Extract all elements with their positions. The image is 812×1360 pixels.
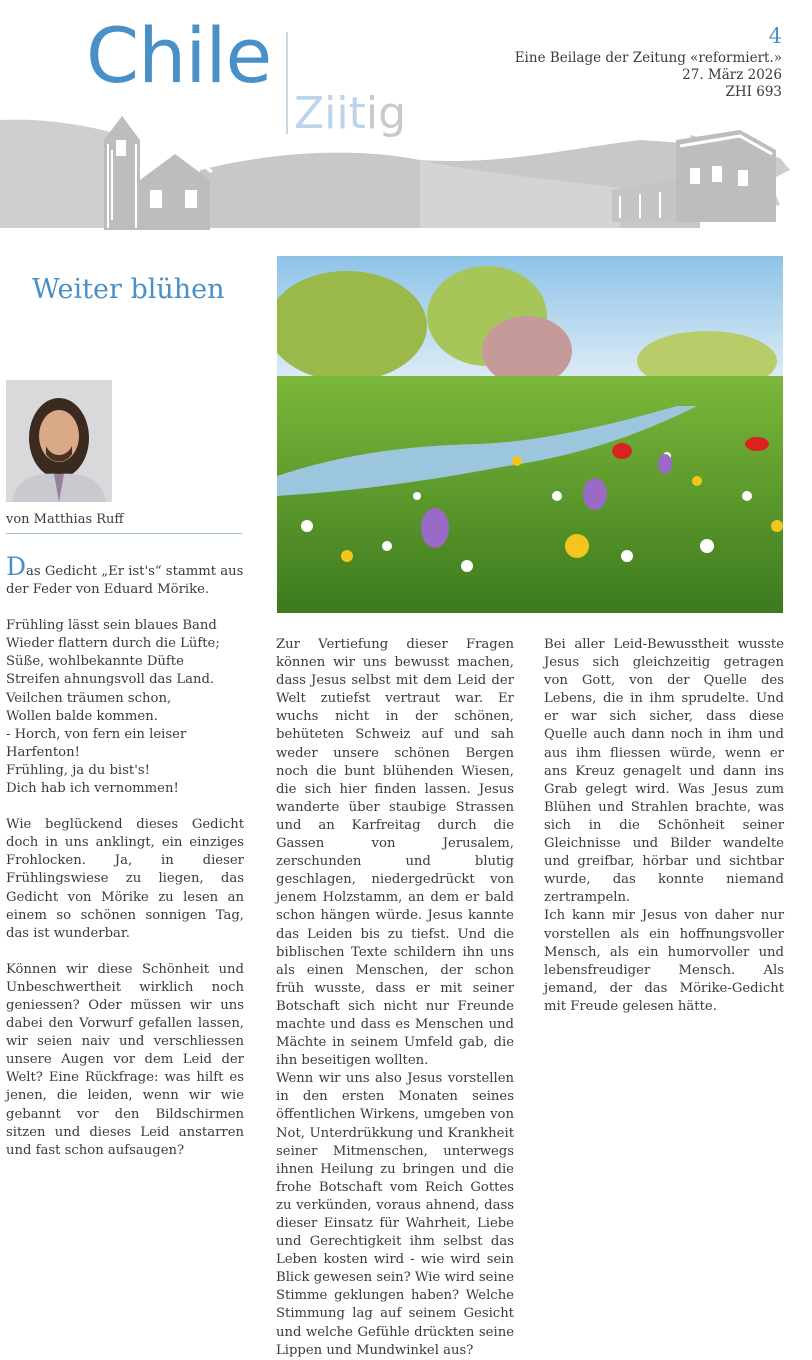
poem-line: Frühling, ja du bist's! <box>6 762 150 778</box>
byline-rule <box>6 533 242 534</box>
poem-line: Streifen ahnungsvoll das Land. <box>6 672 215 688</box>
body-paragraph: Können wir diese Schönheit und Unbeschwertheit wirklich noch geniessen? Oder müssen wir uns dabei den Vorwurf gefallen lassen, wir seien naiv und verschliessen unsere Augen vor dem Leid der Welt? Eine Rückfrage: was hilft es jenen, die leiden, wenn wir wie gebannt vor den Bildschirmen sitzen und dieses Leid anstarren und fast schon aufsaugen? <box>6 961 244 1158</box>
masthead-meta <box>515 50 782 101</box>
meta-supplement: Eine Beilage der Zeitung «reformiert.» <box>514 50 782 66</box>
brand-title: Chile <box>86 11 272 100</box>
author-portrait <box>6 380 112 502</box>
poem-line: Wollen balde kommen. <box>6 708 158 724</box>
body-paragraph: Bei aller Leid-Bewusstheit wusste Jesus sich gleichzeitig getragen von Gott, von der Quelle des Lebens, die in ihm sprudelte. Und er war sich sicher, dass diese Quelle auch dann noch in ihm und aus ihm fliessen würde, wenn er ans Kreuz genagelt und dann ins Grab gelegt wird. Was Jesus zum Blühen und Strahlen brachte, was sich in die Schönheit seiner Gleichnisse und Bilder wandelte und greifbar, hörbar und sichtbar wurde, das konnte niemand zertrampeln. <box>544 637 784 906</box>
meta-code: ZHI 693 <box>725 84 782 100</box>
meta-date: 27. März 2026 <box>682 67 782 83</box>
article-headline: Weiter blühen <box>32 274 225 305</box>
intro-text: as Gedicht „Er ist's“ stammt aus der Feder von Eduard Mörike. <box>6 564 244 598</box>
body-paragraph: Zur Vertiefung dieser Fragen können wir uns bewusst machen, dass Jesus selbst mit dem Leid der Welt zutiefst vertraut war. Er wuchs nicht in der schönen, behüteten Schweiz auf und sah weder unsere schönen Bergen noch die bunt blühenden Wiesen, die sich hier finden lassen. Jesus wanderte über staubige Strassen und an Karfreitag durch die Gassen von Jerusalem, zerschunden und blutig geschlagen, niedergedrückt von jenem Holzstamm, an dem er bald schon hängen würde. Jesus kannte das Leiden bis zu tiefst. Und die biblischen Texte schildern ihn uns als einen Menschen, der schon früh wusste, dass er mit seiner Botschaft sich nicht nur Freunde machte und dass es Menschen und Mächte in seinem Umfeld gab, die ihn beseitigen wollten. <box>276 637 514 1069</box>
body-paragraph: Wenn wir uns also Jesus vorstellen in den ersten Monaten seines öffentlichen Wirkens, umgeben von Not, Unterdrükkung und Krankheit seiner Mitmenschen, unterwegs ihnen Heilung zu bringen und die frohe Botschaft vom Reich Gottes zu verkünden, voraus ahnend, dass dieser Einsatz für Wahrheit, Liebe und Gerechtigkeit ihm selbst das Leben kosten wird - wie wird sein Blick gewesen sein? Wie wird seine Stimme geklungen haben? Welche Stimmung lag auf seinem Gesicht und welche Gefühle drückten seine Lippen und Mundwinkel aus? <box>276 1071 514 1358</box>
spring-meadow-photo <box>277 256 783 613</box>
article-column-1 <box>6 552 244 1160</box>
article-byline: von Matthias Ruff <box>6 512 124 527</box>
drop-cap: D <box>6 552 27 581</box>
poem-line: Wieder flattern durch die Lüfte; <box>6 636 220 652</box>
article-column-2 <box>276 636 514 1360</box>
poem-block <box>6 617 244 798</box>
poem-line: - Horch, von fern ein leiser Harfenton! <box>6 726 187 760</box>
poem-line: Süße, wohlbekannte Düfte <box>6 654 184 670</box>
body-paragraph: Wie beglückend dieses Gedicht doch in uns anklingt, ein einziges Frohlocken. Ja, in dieser Frühlingswiese zu liegen, das Gedicht von Mörike zu lesen an einem so schönen sonnigen Tag, das ist wunderbar. <box>6 817 244 941</box>
article-column-3 <box>544 636 784 1016</box>
issue-number: 4 <box>768 24 782 48</box>
body-paragraph: Ich kann mir Jesus von daher nur vorstellen als ein hoffnungsvoller Mensch, als ein humorvoller und lebensfreudiger Mensch. Als jemand, der das Mörike-Gedicht mit Freude gelesen hätte. <box>544 908 784 1014</box>
intro-paragraph <box>6 552 244 599</box>
poem-line: Veilchen träumen schon, <box>6 690 172 706</box>
brand-subtitle-part-b: ig <box>365 88 406 139</box>
poem-line: Dich hab ich vernommen! <box>6 781 179 797</box>
village-skyline-illustration <box>0 110 812 235</box>
poem-line: Frühling lässt sein blaues Band <box>6 618 217 634</box>
brand-subtitle-part-a: Ziit <box>294 88 366 139</box>
